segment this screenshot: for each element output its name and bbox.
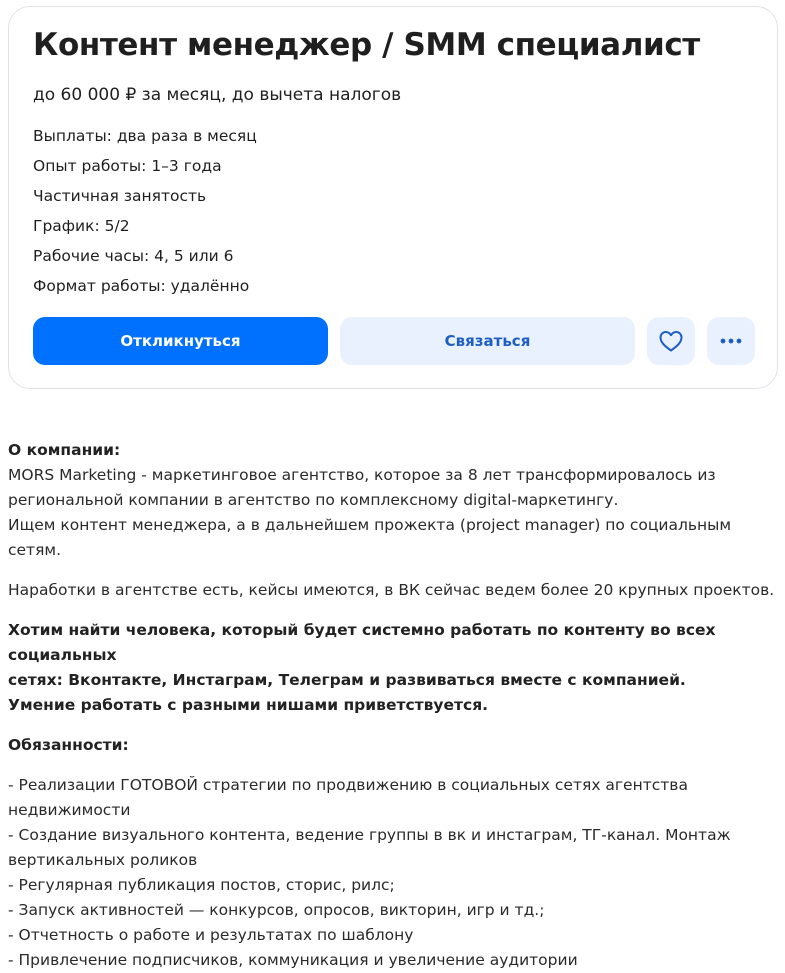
salary: до 60 000 ₽ за месяц, до вычета налогов: [33, 85, 402, 105]
about-line: MORS Marketing - маркетинговое агентство, которое за 8 лет трансформировалось из: [8, 466, 716, 484]
about-line: региональной компании в агентство по комплексному digital-маркетингу.: [8, 491, 619, 509]
payouts-fact: Выплаты: два раза в месяц: [33, 127, 257, 145]
work-format-fact: Формат работы: удалённо: [33, 277, 250, 295]
about-heading: О компании:: [8, 441, 121, 459]
duty-item: недвижимости: [8, 801, 131, 819]
duty-item: - Привлечение подписчиков, коммуникация и увеличение аудитории: [8, 951, 578, 969]
vacancy-description: [8, 438, 783, 973]
about-line: Ищем контент менеджера, а в дальнейшем прожекта (project manager) по социальным: [8, 516, 732, 534]
about-line: сетям.: [8, 541, 62, 559]
vacancy-card: [8, 6, 778, 389]
heart-icon: [658, 329, 684, 353]
favorite-button[interactable]: [647, 317, 695, 365]
duties-heading: Обязанности:: [8, 736, 129, 754]
vacancy-facts: [33, 121, 257, 301]
contact-button[interactable]: Связаться: [340, 317, 635, 365]
respond-button[interactable]: Откликнуться: [33, 317, 328, 365]
duty-item: - Создание визуального контента, ведение группы в вк и инстаграм, ТГ-канал. Монтаж: [8, 826, 731, 844]
schedule-fact: График: 5/2: [33, 217, 130, 235]
duty-item: - Регулярная публикация постов, сторис, рилс;: [8, 876, 395, 894]
more-icon: [720, 338, 742, 344]
experience-fact: Опыт работы: 1–3 года: [33, 157, 222, 175]
duty-item: - Реализации ГОТОВОЙ стратегии по продвижению в социальных сетях агентства: [8, 776, 688, 794]
more-button[interactable]: [707, 317, 755, 365]
highlight-line: сетях: Вконтакте, Инстаграм, Телеграм и развиваться вместе с компанией.: [8, 671, 686, 689]
highlight-line: Умение работать с разными нишами приветствуется.: [8, 696, 489, 714]
working-hours-fact: Рабочие часы: 4, 5 или 6: [33, 247, 234, 265]
vacancy-title: Контент менеджер / SMM специалист: [33, 27, 700, 63]
duty-item: - Запуск активностей — конкурсов, опросов, викторин, игр и тд.;: [8, 901, 545, 919]
duty-item: - Отчетность о работе и результатах по шаблону: [8, 926, 414, 944]
employment-fact: Частичная занятость: [33, 187, 207, 205]
highlight-line: Хотим найти человека, который будет системно работать по контенту во всех социальных: [8, 621, 716, 664]
experience-line: Наработки в агентстве есть, кейсы имеются, в ВК сейчас ведем более 20 крупных проектов.: [8, 581, 775, 599]
duty-item: вертикальных роликов: [8, 851, 198, 869]
